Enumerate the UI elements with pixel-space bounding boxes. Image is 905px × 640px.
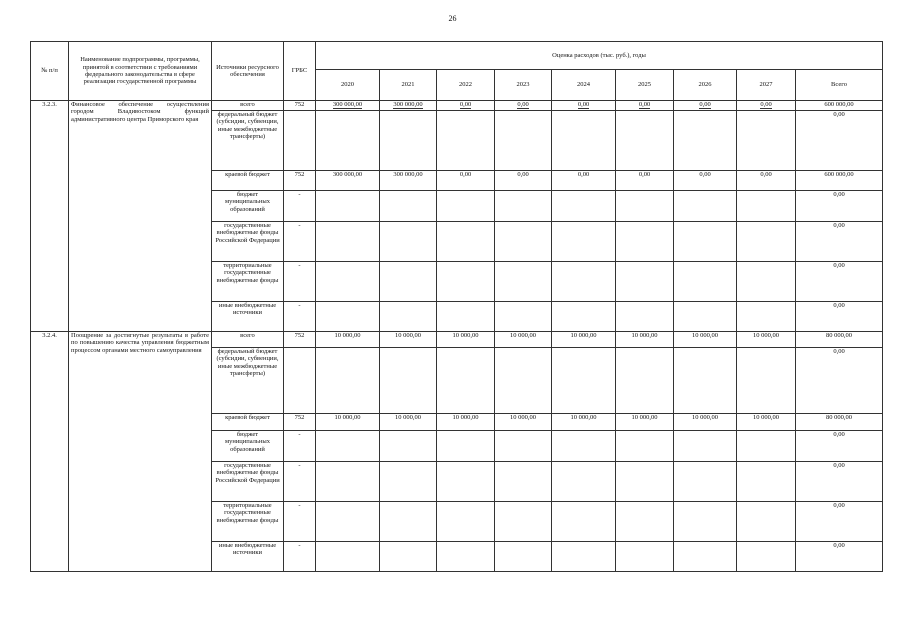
year-value (616, 502, 674, 542)
header-name: Наименование подпрограммы, программы, принятой в соответствии с требованиями федерального законодательства в сфере реализации государственной программы (69, 42, 212, 101)
row-total: 0,00 (796, 302, 883, 332)
year-value (316, 462, 380, 502)
funding-source: федеральный бюджет (субсидии, субвенции, иные межбюджетные трансферты) (212, 111, 284, 171)
year-value (316, 332, 380, 348)
year-value-text: 0,00 (517, 101, 529, 108)
year-value (552, 262, 616, 302)
year-value (495, 462, 552, 502)
year-value-text: 0,00 (577, 101, 590, 108)
year-value-text: 10 000,00 (692, 414, 718, 421)
header-year: 2025 (616, 70, 674, 101)
year-value (552, 502, 616, 542)
year-value (616, 542, 674, 572)
year-value (616, 222, 674, 262)
year-value-text: 10 000,00 (395, 414, 421, 421)
table-row (31, 101, 883, 111)
year-value (737, 262, 796, 302)
year-value (552, 431, 616, 462)
year-value (674, 191, 737, 222)
year-value (437, 111, 495, 171)
year-value (674, 171, 737, 191)
year-value (437, 302, 495, 332)
grbs-code (284, 348, 316, 414)
year-value (674, 431, 737, 462)
year-value (737, 111, 796, 171)
year-value-text: 0,00 (638, 171, 651, 178)
funding-source: краевой бюджет (212, 171, 284, 191)
funding-source: всего (212, 332, 284, 348)
year-value-text: 10 000,00 (753, 414, 779, 421)
year-value-text: 10 000,00 (570, 332, 597, 339)
year-value (495, 171, 552, 191)
grbs-code: 752 (284, 101, 316, 111)
table-row (31, 332, 883, 348)
row-total: 0,00 (796, 191, 883, 222)
funding-source: государственные внебюджетные фонды Российской Федерации (212, 222, 284, 262)
grbs-code: 752 (284, 414, 316, 431)
year-value (437, 462, 495, 502)
grbs-code: - (284, 542, 316, 572)
header-year: 2026 (674, 70, 737, 101)
year-value-text: 300 000,00 (393, 101, 423, 108)
funding-source: иные внебюджетные источники (212, 302, 284, 332)
year-value (380, 101, 437, 111)
year-value (316, 222, 380, 262)
year-value (380, 502, 437, 542)
year-value (380, 191, 437, 222)
year-value-text: 0,00 (760, 101, 772, 108)
header-year: 2024 (552, 70, 616, 101)
year-value (495, 222, 552, 262)
table-header (31, 42, 883, 101)
year-value (552, 414, 616, 431)
year-value-text: 10 000,00 (510, 414, 536, 421)
row-total: 0,00 (796, 222, 883, 262)
row-total: 600 000,00 (796, 101, 883, 111)
year-value (437, 502, 495, 542)
year-value (316, 191, 380, 222)
year-value (674, 262, 737, 302)
year-value-text: 10 000,00 (334, 332, 361, 339)
year-value (674, 462, 737, 502)
year-value (616, 302, 674, 332)
funding-source: бюджет муниципальных образований (212, 431, 284, 462)
row-total: 80 000,00 (796, 414, 883, 431)
year-value (737, 462, 796, 502)
year-value-text: 0,00 (517, 171, 529, 178)
year-value (552, 302, 616, 332)
year-value (495, 101, 552, 111)
row-total: 600 000,00 (796, 171, 883, 191)
year-value-text: 300 000,00 (332, 171, 363, 178)
year-value (495, 431, 552, 462)
year-value (316, 101, 380, 111)
grbs-code: - (284, 502, 316, 542)
year-value (316, 348, 380, 414)
year-value (437, 542, 495, 572)
year-value (380, 222, 437, 262)
section-number: 3.2.4. (31, 332, 69, 572)
year-value (380, 462, 437, 502)
year-value (316, 414, 380, 431)
row-total: 0,00 (796, 431, 883, 462)
grbs-code (284, 111, 316, 171)
funding-source: государственные внебюджетные фонды Российской Федерации (212, 462, 284, 502)
year-value (552, 462, 616, 502)
year-value (737, 191, 796, 222)
year-value (674, 222, 737, 262)
header-num: № п/п (31, 42, 69, 101)
year-value (380, 171, 437, 191)
year-value-text: 10 000,00 (395, 332, 421, 339)
row-total: 0,00 (796, 348, 883, 414)
year-value (552, 332, 616, 348)
year-value (437, 171, 495, 191)
year-value (616, 111, 674, 171)
year-value (380, 431, 437, 462)
year-value (380, 332, 437, 348)
year-value (495, 542, 552, 572)
year-value-text: 0,00 (577, 171, 590, 178)
header-year: 2027 (737, 70, 796, 101)
year-value-text: 0,00 (699, 101, 711, 108)
row-total: 0,00 (796, 502, 883, 542)
year-value (495, 191, 552, 222)
year-value (316, 111, 380, 171)
year-value (380, 348, 437, 414)
row-total: 80 000,00 (796, 332, 883, 348)
grbs-code: - (284, 302, 316, 332)
row-total: 0,00 (796, 542, 883, 572)
year-value (616, 262, 674, 302)
year-value (616, 414, 674, 431)
year-value (674, 111, 737, 171)
year-value (495, 111, 552, 171)
year-value (552, 542, 616, 572)
year-value (616, 332, 674, 348)
year-value (552, 348, 616, 414)
year-value (437, 431, 495, 462)
year-value (674, 502, 737, 542)
funding-source: территориальные государственные внебюджетные фонды (212, 262, 284, 302)
year-value (552, 111, 616, 171)
year-value (437, 262, 495, 302)
year-value-text: 10 000,00 (334, 414, 361, 421)
year-value (437, 101, 495, 111)
year-value (316, 542, 380, 572)
funding-source: бюджет муниципальных образований (212, 191, 284, 222)
grbs-code: 752 (284, 332, 316, 348)
grbs-code: 752 (284, 171, 316, 191)
year-value (737, 502, 796, 542)
section-name: Поощрение за достигнутые результаты в работе по повышению качества управления бюджетным процессом органами местного самоуправления (69, 332, 212, 572)
row-total: 0,00 (796, 462, 883, 502)
header-estimate: Оценка расходов (тыс. руб.), годы (316, 42, 883, 70)
row-total: 0,00 (796, 111, 883, 171)
year-value (316, 262, 380, 302)
year-value (616, 348, 674, 414)
year-value (616, 431, 674, 462)
budget-table (30, 41, 883, 572)
grbs-code: - (284, 262, 316, 302)
year-value (495, 332, 552, 348)
year-value (737, 431, 796, 462)
year-value (616, 462, 674, 502)
section-number: 3.2.3. (31, 101, 69, 332)
year-value (437, 332, 495, 348)
year-value-text: 10 000,00 (510, 332, 536, 339)
year-value (737, 332, 796, 348)
year-value (552, 191, 616, 222)
year-value-text: 0,00 (638, 101, 651, 108)
header-total: Всего (796, 70, 883, 101)
header-year: 2023 (495, 70, 552, 101)
year-value (737, 542, 796, 572)
year-value (552, 171, 616, 191)
header-grbs: ГРБС (284, 42, 316, 101)
year-value-text: 10 000,00 (631, 332, 658, 339)
year-value-text: 0,00 (699, 171, 711, 178)
funding-source: федеральный бюджет (субсидии, субвенции, иные межбюджетные трансферты) (212, 348, 284, 414)
header-year: 2020 (316, 70, 380, 101)
grbs-code: - (284, 222, 316, 262)
year-value (674, 348, 737, 414)
funding-source: краевой бюджет (212, 414, 284, 431)
year-value (437, 414, 495, 431)
year-value-text: 10 000,00 (631, 414, 658, 421)
year-value (316, 171, 380, 191)
year-value-text: 10 000,00 (452, 414, 479, 421)
funding-source: иные внебюджетные источники (212, 542, 284, 572)
header-year: 2021 (380, 70, 437, 101)
year-value (552, 222, 616, 262)
year-value-text: 0,00 (459, 171, 472, 178)
year-value (380, 111, 437, 171)
year-value (380, 542, 437, 572)
year-value (316, 302, 380, 332)
funding-source: всего (212, 101, 284, 111)
year-value (495, 414, 552, 431)
year-value (674, 332, 737, 348)
year-value (495, 262, 552, 302)
year-value (737, 171, 796, 191)
year-value-text: 10 000,00 (692, 332, 718, 339)
year-value (737, 222, 796, 262)
year-value-text: 0,00 (459, 101, 472, 108)
year-value (616, 101, 674, 111)
year-value (495, 302, 552, 332)
year-value (737, 348, 796, 414)
row-total: 0,00 (796, 262, 883, 302)
year-value (737, 101, 796, 111)
grbs-code: - (284, 431, 316, 462)
header-year: 2022 (437, 70, 495, 101)
year-value (737, 302, 796, 332)
year-value (316, 431, 380, 462)
year-value (380, 302, 437, 332)
year-value-text: 10 000,00 (570, 414, 597, 421)
year-value (674, 302, 737, 332)
year-value (316, 502, 380, 542)
funding-source: территориальные государственные внебюджетные фонды (212, 502, 284, 542)
grbs-code: - (284, 462, 316, 502)
year-value (674, 542, 737, 572)
year-value (674, 414, 737, 431)
year-value (616, 171, 674, 191)
year-value-text: 300 000,00 (393, 171, 423, 178)
year-value (380, 414, 437, 431)
year-value (380, 262, 437, 302)
page-number: 26 (448, 14, 457, 23)
year-value (437, 222, 495, 262)
header-source: Источники ресурсного обеспечения (212, 42, 284, 101)
year-value-text: 0,00 (760, 171, 772, 178)
year-value (616, 191, 674, 222)
year-value (437, 191, 495, 222)
section-name: Финансовое обеспечение осуществления городом Владивостоком функций административного центра Приморского края (69, 101, 212, 332)
year-value (674, 101, 737, 111)
year-value-text: 10 000,00 (452, 332, 479, 339)
year-value-text: 300 000,00 (332, 101, 363, 108)
year-value-text: 10 000,00 (753, 332, 779, 339)
year-value (437, 348, 495, 414)
grbs-code: - (284, 191, 316, 222)
year-value (552, 101, 616, 111)
year-value (737, 414, 796, 431)
year-value (495, 502, 552, 542)
year-value (495, 348, 552, 414)
